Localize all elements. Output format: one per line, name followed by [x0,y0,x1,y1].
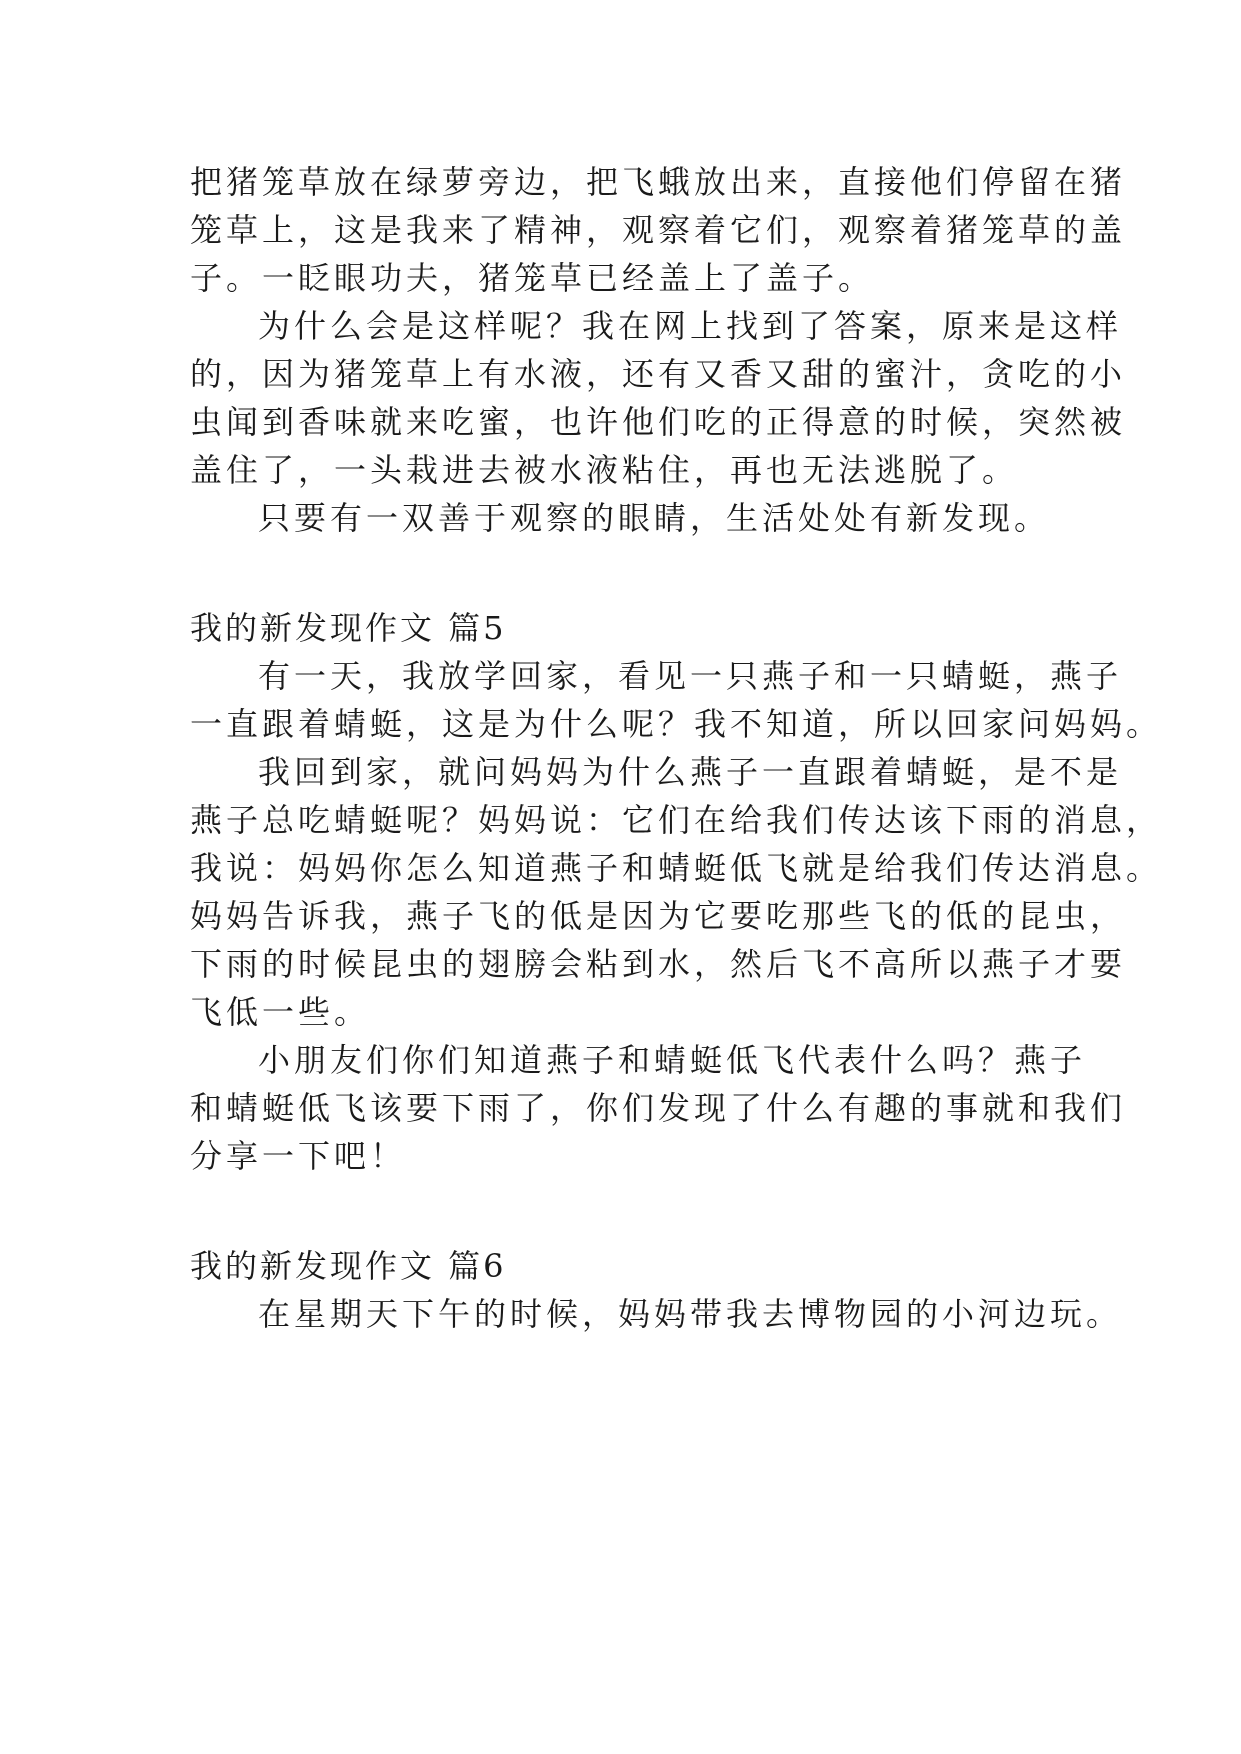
text-line: 为什么会是这样呢？我在网上找到了答案，原来是这样 [258,307,1123,345]
text-line: 和蜻蜓低飞该要下雨了，你们发现了什么有趣的事就和我们 [190,1089,1127,1127]
paragraph [190,302,1127,494]
section-heading: 我的新发现作文 篇6 [190,1247,507,1285]
text-line: 子。一眨眼功夫，猪笼草已经盖上了盖子。 [190,259,875,297]
text-line: 有一天，我放学回家，看见一只燕子和一只蜻蜓，燕子 [258,657,1123,695]
text-line: 笼草上，这是我来了精神，观察着它们，观察着猪笼草的盖 [190,211,1127,249]
section-essay-5 [190,604,1163,1180]
text-line: 虫闻到香味就来吃蜜，也许他们吃的正得意的时候，突然被 [190,403,1127,441]
text-line: 下雨的时候昆虫的翅膀会粘到水，然后飞不高所以燕子才要 [190,945,1127,983]
text-line: 在星期天下午的时候，妈妈带我去博物园的小河边玩。 [258,1295,1123,1333]
paragraph [190,494,1070,542]
text-line: 小朋友们你们知道燕子和蜻蜓低飞代表什么吗？燕子 [258,1041,1087,1079]
text-line: 把猪笼草放在绿萝旁边，把飞蛾放出来，直接他们停留在猪 [190,163,1127,201]
text-line: 我说：妈妈你怎么知道燕子和蜻蜓低飞就是给我们传达消息。 [190,849,1163,887]
paragraph [190,1036,1127,1180]
text-line: 只要有一双善于观察的眼睛，生活处处有新发现。 [258,499,1051,537]
text-line: 一直跟着蜻蜓，这是为什么呢？我不知道，所以回家问妈妈。 [190,705,1163,743]
section-heading: 我的新发现作文 篇5 [190,609,507,647]
paragraph [190,652,1163,748]
text-line: 的，因为猪笼草上有水液，还有又香又甜的蜜汁，贪吃的小 [190,355,1127,393]
paragraph [190,1290,1123,1338]
section-continued [190,158,1127,542]
text-line: 飞低一些。 [190,993,371,1031]
text-line: 妈妈告诉我，燕子飞的低是因为它要吃那些飞的低的昆虫， [190,897,1127,935]
text-line: 燕子总吃蜻蜓呢？妈妈说：它们在给我们传达该下雨的消息， [190,801,1163,839]
text-line: 分享一下吧！ [190,1137,407,1175]
text-line: 盖住了，一头栽进去被水液粘住，再也无法逃脱了。 [190,451,1019,489]
paragraph [190,748,1163,1036]
paragraph [190,158,1127,302]
document-body [190,158,1163,1338]
text-line: 我回到家，就问妈妈为什么燕子一直跟着蜻蜓，是不是 [258,753,1123,791]
section-essay-6 [190,1242,1123,1338]
